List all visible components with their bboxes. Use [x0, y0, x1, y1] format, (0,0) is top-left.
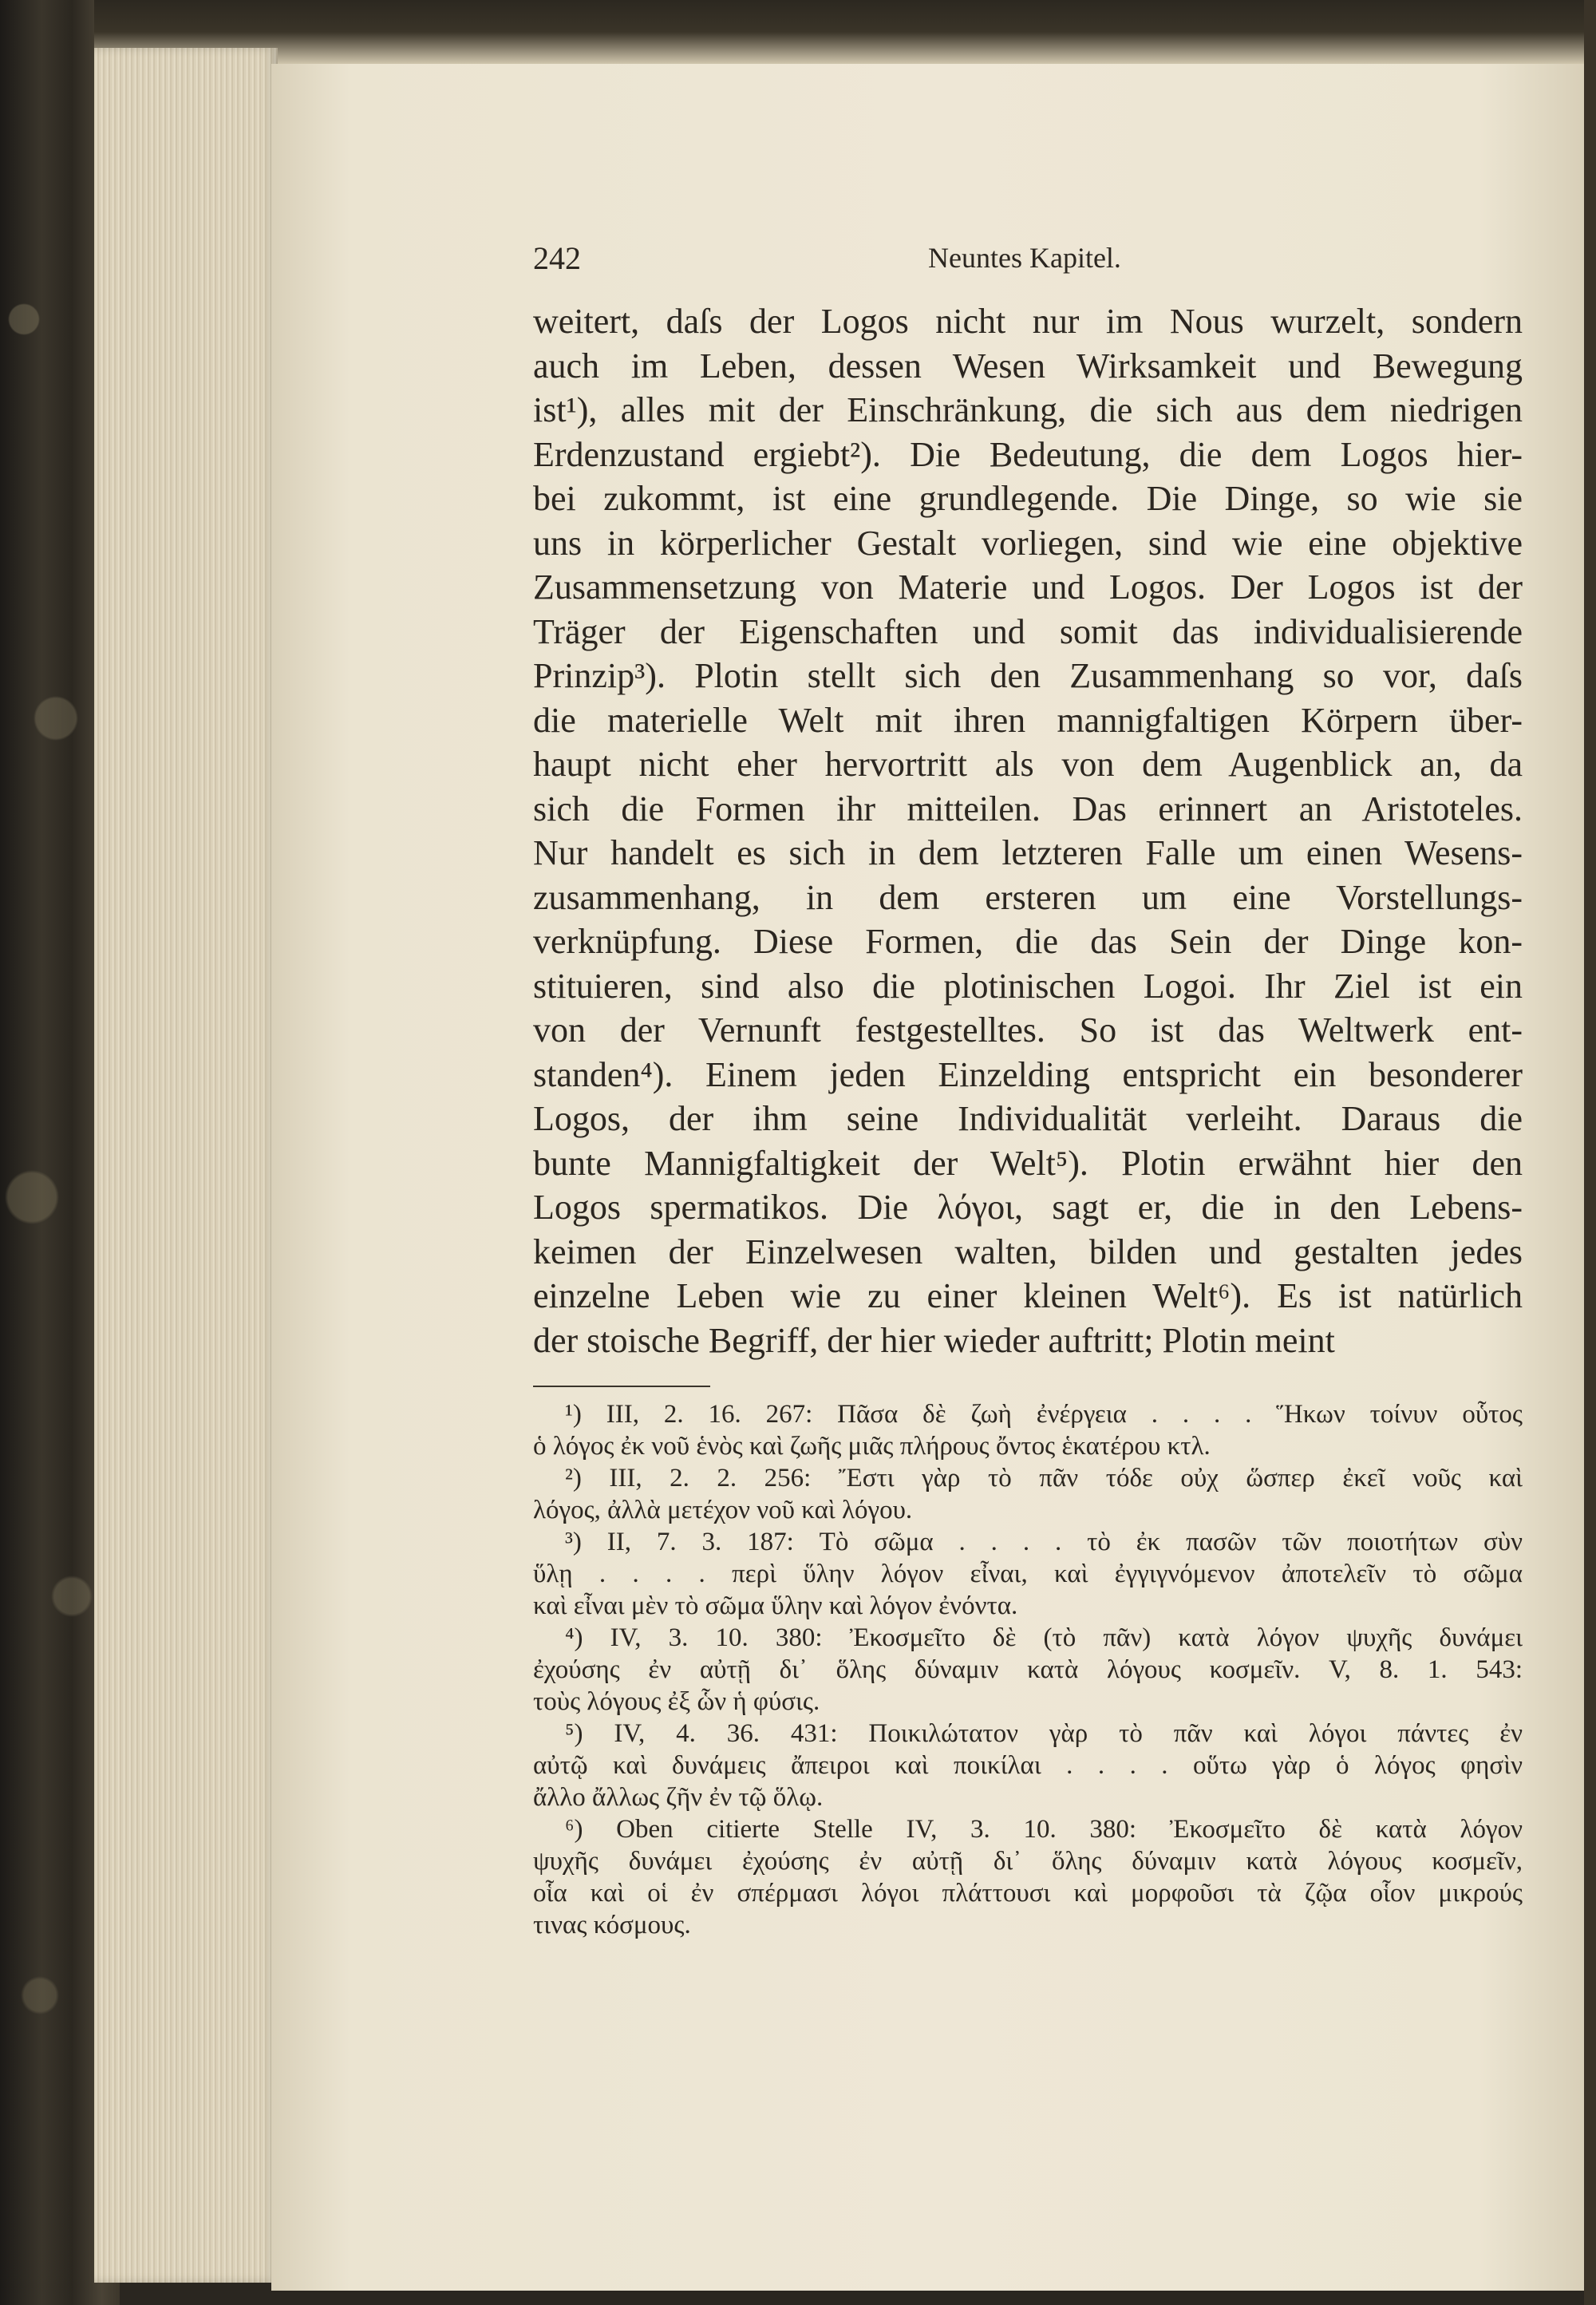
running-head: Neuntes Kapitel.: [928, 242, 1121, 274]
footnote-1: [533, 1398, 1523, 1462]
body-line: stituieren, sind also die plotinischen Logoi. Ihr Ziel ist ein: [533, 966, 1523, 1006]
body-line: Zusammensetzung von Materie und Logos. Der Logos ist der: [533, 567, 1523, 607]
body-line: zusammenhang, in dem ersteren um eine Vorstellungs-: [533, 877, 1523, 917]
footnote-line: καὶ εἶναι μὲν τὸ σῶμα ὕλην καὶ λόγον ἐνόντα.: [533, 1591, 1018, 1620]
footnote-line: ἐχούσης ἐν αὐτῇ δι᾽ ὅλης δύναμιν κατὰ λόγους κοσμεῖν. V, 8. 1. 543:: [533, 1655, 1523, 1684]
footnote-line: ἄλλο ἄλλως ζῆν ἐν τῷ ὅλῳ.: [533, 1783, 824, 1812]
footnote-line: ὕλῃ . . . . περὶ ὕλην λόγον εἶναι, καὶ ἐγγιγνόμενον ἀποτελεῖν τὸ σῶμα: [533, 1560, 1523, 1588]
body-line: der stoische Begriff, der hier wieder auftritt; Plotin meint: [533, 1320, 1335, 1360]
body-text: [533, 299, 1523, 1362]
footnote-line: λόγος, ἀλλὰ μετέχον νοῦ καὶ λόγου.: [533, 1496, 913, 1524]
footnote-line: ⁴) IV, 3. 10. 380: Ἐκοσμεῖτο δὲ (τὸ πᾶν) κατὰ λόγον ψυχῆς δυνάμει: [565, 1623, 1523, 1652]
footnote-line: αὐτῷ καὶ δυνάμεις ἄπειροι καὶ ποικίλαι . . . . οὕτω γὰρ ὁ λόγος φησὶν: [533, 1751, 1523, 1780]
body-line: Logos spermatikos. Die λόγοι, sagt er, die in den Lebens-: [533, 1188, 1523, 1227]
stacked-page-edges: [94, 48, 278, 2283]
footnote-4: [533, 1622, 1523, 1718]
body-line: Logos, der ihm seine Individualität verleiht. Daraus die: [533, 1099, 1523, 1138]
footnote-line: τοὺς λόγους ἐξ ὧν ἡ φύσις.: [533, 1687, 820, 1716]
body-line: auch im Leben, dessen Wesen Wirksamkeit und Bewegung: [533, 346, 1523, 385]
body-line: sich die Formen ihr mitteilen. Das erinnert an Aristoteles.: [533, 789, 1523, 828]
body-line: keimen der Einzelwesen walten, bilden und gestalten jedes: [533, 1232, 1523, 1271]
footnote-line: ⁶) Oben citierte Stelle IV, 3. 10. 380: Ἐκοσμεῖτο δὲ κατὰ λόγον: [565, 1815, 1523, 1844]
body-line: bei zukommt, ist eine grundlegende. Die Dinge, so wie sie: [533, 479, 1523, 518]
body-line: weitert, daſs der Logos nicht nur im Nous wurzelt, sondern: [533, 302, 1523, 341]
body-line: haupt nicht eher hervortritt als von dem Augenblick an, da: [533, 745, 1523, 784]
body-line: ist¹), alles mit der Einschränkung, die sich aus dem niedrigen: [533, 390, 1523, 429]
footnote-line: ⁵) IV, 4. 36. 431: Ποικιλώτατον γὰρ τὸ πᾶν καὶ λόγοι πάντες ἐν: [565, 1719, 1523, 1748]
footnote-line: ὁ λόγος ἐκ νοῦ ἑνὸς καὶ ζωῆς μιᾶς πλήρους ὄντος ἑκατέρου κτλ.: [533, 1432, 1211, 1461]
footnote-3: [533, 1526, 1523, 1622]
footnote-line: ²) III, 2. 2. 256: Ἔστι γὰρ τὸ πᾶν τόδε οὐχ ὥσπερ ἐκεῖ νοῦς καὶ: [565, 1464, 1523, 1493]
body-line: Erdenzustand ergiebt²). Die Bedeutung, die dem Logos hier-: [533, 434, 1523, 474]
body-line: standen⁴). Einem jeden Einzelding entspricht ein besonderer: [533, 1054, 1523, 1094]
footnotes: [533, 1398, 1523, 1941]
body-line: uns in körperlicher Gestalt vorliegen, sind wie eine objektive: [533, 523, 1523, 563]
footnote-6: [533, 1813, 1523, 1941]
body-line: von der Vernunft festgestelltes. So ist das Weltwerk ent-: [533, 1010, 1523, 1050]
body-line: Träger der Eigenschaften und somit das individualisierende: [533, 611, 1523, 651]
footnote-5: [533, 1718, 1523, 1813]
page-header: [533, 239, 1515, 287]
body-line: bunte Mannigfaltigkeit der Welt⁵). Plotin erwähnt hier den: [533, 1143, 1523, 1183]
body-line: einzelne Leben wie zu einer kleinen Welt⁶). Es ist natürlich: [533, 1276, 1523, 1315]
book-top-edge: [94, 0, 1596, 64]
footnote-line: ³) II, 7. 3. 187: Τὸ σῶμα . . . . τὸ ἐκ πασῶν τῶν ποιοτήτων σὺν: [565, 1528, 1523, 1556]
footnote-2: [533, 1462, 1523, 1526]
body-line: die materielle Welt mit ihren mannigfaltigen Körpern über-: [533, 700, 1523, 740]
footnote-line: ψυχῆς δυνάμει ἐχούσης ἐν αὐτῇ δι᾽ ὅλης δύναμιν κατὰ λόγους κοσμεῖν,: [533, 1847, 1523, 1876]
footnote-line: ¹) III, 2. 16. 267: Πᾶσα δὲ ζωὴ ἐνέργεια . . . . Ἥκων τοίνυν οὗτος: [565, 1400, 1523, 1429]
book-right-edge: [1584, 0, 1596, 2305]
footnote-line: τινας κόσμους.: [533, 1911, 691, 1939]
body-line: Nur handelt es sich in dem letzteren Falle um einen Wesens-: [533, 833, 1523, 872]
page-number: 242: [533, 240, 581, 276]
body-line: Prinzip³). Plotin stellt sich den Zusammenhang so vor, daſs: [533, 656, 1523, 695]
body-line: verknüpfung. Diese Formen, die das Sein der Dinge kon-: [533, 922, 1523, 961]
footnote-separator: [533, 1386, 710, 1387]
footnote-line: οἷα καὶ οἱ ἐν σπέρμασι λόγοι πλάττουσι καὶ μορφοῦσι τὰ ζῷα οἷον μικρούς: [533, 1879, 1523, 1908]
